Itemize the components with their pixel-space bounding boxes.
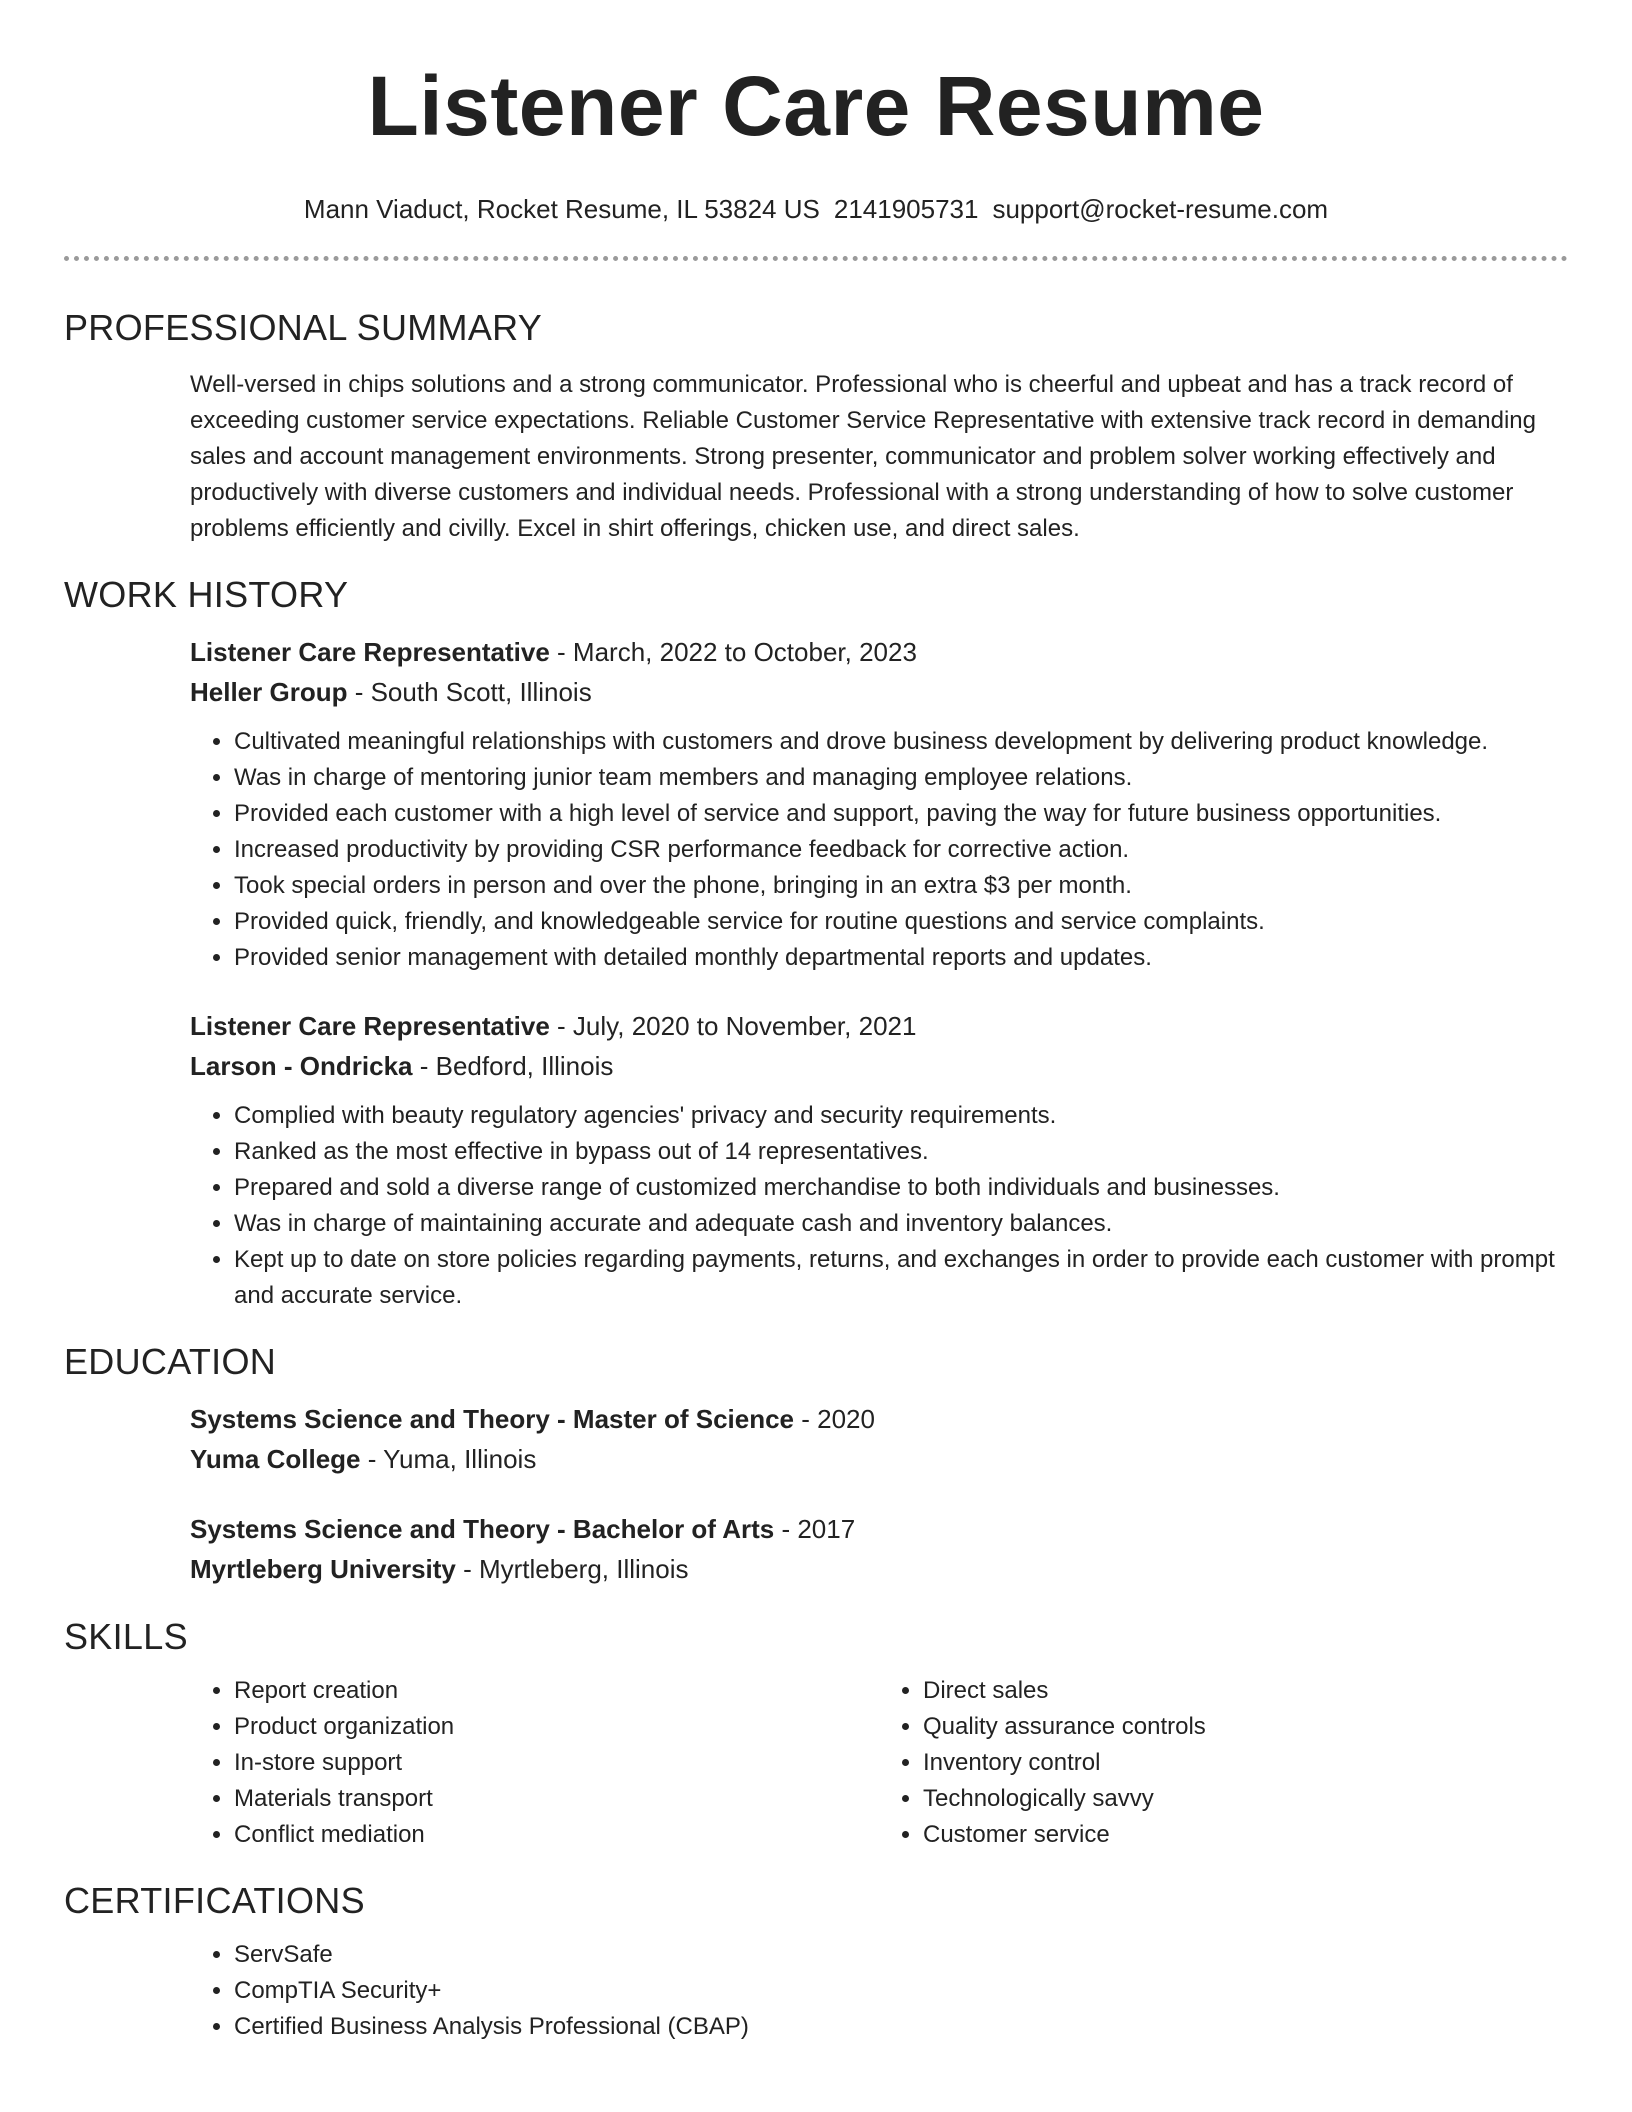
skills-list-right	[879, 1673, 1568, 1853]
job-location: - Bedford, Illinois	[412, 1051, 614, 1081]
skill-item: • Report creation	[234, 1673, 879, 1709]
certification-item: • ServSafe	[234, 1937, 1568, 1973]
skill-item: • Inventory control	[923, 1745, 1568, 1781]
job-company-line	[190, 1046, 1568, 1086]
skill-item: • Customer service	[923, 1817, 1568, 1853]
contact-email: support@rocket-resume.com	[992, 194, 1329, 224]
job-duties-list	[190, 724, 1568, 976]
section-title-summary: PROFESSIONAL SUMMARY	[64, 307, 543, 348]
job-dates: - July, 2020 to November, 2021	[549, 1011, 917, 1041]
degree-name: Systems Science and Theory - Bachelor of Arts	[190, 1514, 775, 1544]
job-duty: • Cultivated meaningful relationships with customers and drove business development by delivering product knowledge.	[234, 724, 1568, 760]
job-duties-list	[190, 1098, 1568, 1314]
skill-item: • Direct sales	[923, 1673, 1568, 1709]
job-title: Listener Care Representative	[190, 1011, 550, 1041]
summary-text: Well-versed in chips solutions and a strong communicator. Professional who is cheerful and upbeat and has a track record of exceeding customer service expectations. Reliable Customer Service Representative with extensive track record in demanding sales and account management environments. Strong presenter, communicator and problem solver working effectively and productively with diverse customers and individual needs. Professional with a strong understanding of how to solve customer problems efficiently and civilly. Excel in shirt offerings, chicken use, and direct sales.	[190, 371, 1536, 542]
degree-year: - 2017	[774, 1514, 856, 1544]
job-company: Larson - Ondricka	[190, 1051, 413, 1081]
skill-item: • Quality assurance controls	[923, 1709, 1568, 1745]
skill-item: • In-store support	[234, 1745, 879, 1781]
contact-address: Mann Viaduct, Rocket Resume, IL 53824 US	[303, 194, 820, 224]
skill-item: • Technologically savvy	[923, 1781, 1568, 1817]
skills-list-left	[190, 1673, 879, 1853]
section-title-certifications: CERTIFICATIONS	[64, 1880, 365, 1921]
job-entry	[64, 632, 1568, 976]
header-divider	[64, 256, 1568, 261]
section-title-work-history: WORK HISTORY	[64, 574, 349, 615]
degree-line	[190, 1399, 1568, 1439]
degree-line	[190, 1509, 1568, 1549]
job-duty: • Provided quick, friendly, and knowledgeable service for routine questions and service complaints.	[234, 904, 1568, 940]
job-dates: - March, 2022 to October, 2023	[549, 637, 917, 667]
job-location: - South Scott, Illinois	[347, 677, 592, 707]
job-duty: • Was in charge of maintaining accurate and adequate cash and inventory balances.	[234, 1206, 1568, 1242]
contact-phone: 2141905731	[833, 194, 979, 224]
job-duty: • Kept up to date on store policies regarding payments, returns, and exchanges in order to provide each customer with prompt and accurate service.	[234, 1242, 1568, 1314]
job-duty: • Complied with beauty regulatory agencies' privacy and security requirements.	[234, 1098, 1568, 1134]
job-title-line	[190, 632, 1568, 672]
school-name: Myrtleberg University	[190, 1554, 456, 1584]
skills-section	[64, 1615, 1568, 1853]
certification-item: • CompTIA Security+	[234, 1973, 1568, 2009]
summary-section	[64, 306, 1568, 547]
school-name: Yuma College	[190, 1444, 361, 1474]
job-title-line	[190, 1006, 1568, 1046]
certifications-list	[190, 1937, 1568, 2045]
section-title-education: EDUCATION	[64, 1341, 277, 1382]
skill-item: • Materials transport	[234, 1781, 879, 1817]
education-entry	[64, 1509, 1568, 1589]
job-duty: • Was in charge of mentoring junior team members and managing employee relations.	[234, 760, 1568, 796]
work-history-section	[64, 573, 1568, 1314]
skill-item: • Product organization	[234, 1709, 879, 1745]
job-duty: • Prepared and sold a diverse range of customized merchandise to both individuals and businesses.	[234, 1170, 1568, 1206]
certification-item: • Certified Business Analysis Professional (CBAP)	[234, 2009, 1568, 2045]
degree-year: - 2020	[794, 1404, 875, 1434]
education-entry	[64, 1399, 1568, 1479]
school-location: - Yuma, Illinois	[360, 1444, 537, 1474]
job-company: Heller Group	[190, 677, 348, 707]
job-entry	[64, 1006, 1568, 1314]
school-line	[190, 1549, 1568, 1589]
skill-item: • Conflict mediation	[234, 1817, 879, 1853]
job-duty: • Took special orders in person and over the phone, bringing in an extra $3 per month.	[234, 868, 1568, 904]
job-duty: • Increased productivity by providing CSR performance feedback for corrective action.	[234, 832, 1568, 868]
job-company-line	[190, 672, 1568, 712]
job-duty: • Ranked as the most effective in bypass out of 14 representatives.	[234, 1134, 1568, 1170]
job-title: Listener Care Representative	[190, 637, 550, 667]
school-line	[190, 1439, 1568, 1479]
job-duty: • Provided senior management with detailed monthly departmental reports and updates.	[234, 940, 1568, 976]
degree-name: Systems Science and Theory - Master of Science	[190, 1404, 795, 1434]
certifications-section	[64, 1879, 1568, 2045]
education-section	[64, 1340, 1568, 1589]
school-location: - Myrtleberg, Illinois	[455, 1554, 689, 1584]
skills-grid	[64, 1673, 1568, 1853]
section-title-skills: SKILLS	[64, 1616, 188, 1657]
resume-title: Listener Care Resume	[367, 59, 1265, 153]
job-duty: • Provided each customer with a high level of service and support, paving the way for future business opportunities.	[234, 796, 1568, 832]
contact-line	[64, 192, 1568, 226]
